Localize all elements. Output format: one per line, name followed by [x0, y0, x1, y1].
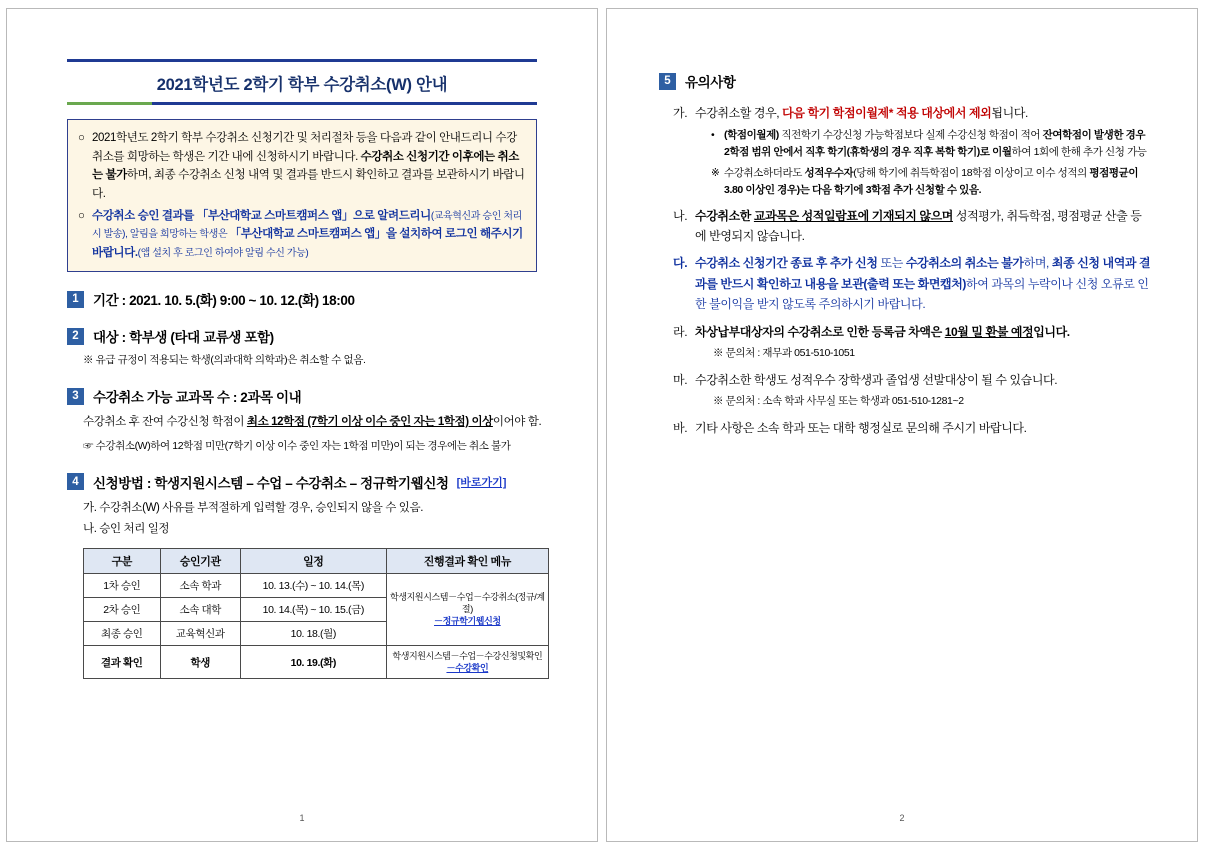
- item-a-text1: 수강취소할 경우,: [695, 106, 783, 120]
- list-item: [673, 418, 1151, 438]
- cell-menu-4: [386, 645, 548, 678]
- th-org: 승인기관: [160, 548, 240, 573]
- list-item: [673, 253, 1151, 314]
- intro-2d: 을 설치하여 로그인 해주시기 바랍니다.: [92, 228, 523, 259]
- th-division: 구분: [84, 548, 161, 573]
- section-5-title: 유의사항: [685, 75, 736, 90]
- sub2-e: 는 다음 학기에 3학점 추가 신청할 수 있음.: [799, 183, 982, 196]
- sub-reference-icon: ※: [711, 166, 720, 179]
- page-2-number: 2: [899, 813, 905, 823]
- item-b-text2: 교과목은 성적일람표에 기재되지 않으며: [753, 208, 953, 223]
- cell-division-2: 2차 승인: [84, 597, 161, 621]
- cell-org-1: 소속 학과: [160, 573, 240, 597]
- intro-item-1: [78, 129, 526, 204]
- intro-1a: 2021학년도 2학기 학부 수강취소 신청기간 및 처리절차 등을 다음과 같이 안내드리니 수강취소를 희망하는 학생은 기간 내에 신청하시기 바랍니다.: [92, 132, 517, 163]
- item-c-text5: 최종 신청 내역과 결과를 반드시 확인하고 내용을 보관(출력 또는 화면캡처): [695, 256, 1151, 291]
- section-1-number: 1: [67, 291, 84, 308]
- intro-item-2-text: [92, 207, 526, 263]
- sub1-d: 하여 1회에 한해 추가 신청 가능: [1011, 146, 1147, 159]
- item-body-f: 기타 사항은 소속 학과 또는 대학 행정실로 문의해 주시기 바랍니다.: [695, 421, 1027, 435]
- item-a-text2: 다음 학기 학점이월제* 적용 대상에서 제외: [782, 106, 992, 120]
- cell-schedule-3: 10. 18.(월): [240, 621, 386, 645]
- section-4-header: [67, 472, 551, 492]
- section-2-header: [67, 326, 551, 346]
- item-c-text6: 하여 과목의 누락이나 신청 오류로 인한 불이익을 받지 않도록 주의하시기 바랍니다.: [695, 276, 1149, 312]
- list-item: [673, 322, 1151, 363]
- section-2-title: 대상 : 학부생 (타대 교류생 포함): [93, 330, 274, 346]
- sub-item-2-text: [724, 165, 1151, 199]
- bullet-circle-icon-2: ○: [78, 209, 85, 222]
- cell-menu-4-text: 학생지원시스템－수업－수강신청및확인: [392, 650, 543, 661]
- sub2-b: 성적우수자: [804, 166, 854, 179]
- section-4-line-a: 가. 수강취소(W) 사유를 부적절하게 입력할 경우, 승인되지 않을 수 있음.: [83, 501, 423, 514]
- intro-item-1-text: [92, 129, 526, 204]
- cell-schedule-1: 10. 13.(수) ~ 10. 14.(목): [240, 573, 386, 597]
- item-c-text4: 하며,: [1023, 256, 1052, 271]
- section-1-header: [67, 289, 551, 309]
- section-2-number: 2: [67, 328, 84, 345]
- sub1-c: 잔여학점이 발생한 경우 2학점 범위 안에서 직후 학기(휴학생의 경우 직후 복학 학기)로 이월: [724, 129, 1146, 159]
- section-3-note: ☞ 수강취소(W)하여 12학점 미만(7학기 이상 이수 중인 자는 1학점 미만)이 되는 경우에는 취소 불가: [83, 440, 511, 453]
- section-2-note: ※ 유급 규정이 적용되는 학생(의과대학 의학과)은 취소할 수 없음.: [83, 354, 366, 367]
- table-row: [84, 573, 549, 597]
- item-body-d: [695, 322, 1151, 363]
- intro-2e: (앱 설치 후 로그인 하여야 알림 수신 가능): [137, 247, 309, 259]
- sub-item-1-text: [724, 127, 1151, 161]
- sub2-d: 평점평균이 3.80 이상인 경우): [724, 166, 1139, 196]
- notes-list: [673, 103, 1151, 438]
- item-e-inquiry: ※ 문의처 : 소속 학과 사무실 또는 학생과 051-510-1281~2: [713, 395, 964, 408]
- item-b-text1: 수강취소한: [695, 208, 754, 223]
- cell-org-2: 소속 대학: [160, 597, 240, 621]
- page-1-number: 1: [299, 813, 305, 823]
- section-3-body-b: 최소 12학점 (7학기 이상 이수 중인 자는 1학점) 이상: [246, 416, 493, 429]
- section-3-number: 3: [67, 388, 84, 405]
- bullet-circle-icon: ○: [78, 132, 85, 144]
- title-block: [67, 59, 537, 105]
- section-3-header: [67, 386, 551, 406]
- item-d-text1: 차상납부대상자의 수강취소로 인한 등록금 차액은: [695, 324, 945, 339]
- cell-schedule-2: 10. 14.(목) ~ 10. 15.(금): [240, 597, 386, 621]
- section-1-title: 기간 : 2021. 10. 5.(화) 9:00 ~ 10. 12.(화) 18:00: [93, 293, 355, 309]
- item-label-f: 바.: [673, 421, 688, 435]
- table-header-row: [84, 548, 549, 573]
- item-c-text2: 또는: [877, 256, 906, 271]
- cell-menu-1-text: 학생지원시스템－수업－수강취소(정규/계절): [390, 592, 545, 615]
- sub-bullet-icon: •: [711, 129, 715, 142]
- title-rule-bottom: [67, 102, 537, 105]
- th-schedule: 일정: [240, 548, 386, 573]
- table-row: [84, 645, 549, 678]
- page-2: [606, 8, 1198, 842]
- item-e-text1: 수강취소한 학생도 성적우수 장학생과 졸업생 선발대상이 될 수 있습니다.: [695, 372, 1058, 387]
- item-label-b: 나.: [673, 208, 688, 223]
- page-title: 2021학년도 2학기 학부 수강취소(W) 안내: [156, 76, 448, 94]
- cell-menu-1: [386, 573, 548, 645]
- list-item: [673, 206, 1151, 247]
- item-d-inquiry: ※ 문의처 : 재무과 051-510-1051: [713, 346, 855, 359]
- item-label-e: 마.: [673, 372, 688, 387]
- item-body-b: [695, 206, 1151, 247]
- section-5-header: [659, 71, 1151, 91]
- sub-item-1: [711, 127, 1151, 161]
- list-item: [673, 370, 1151, 411]
- sub1-b: 직전학기 수강신청 가능학점보다 실제 수강신청 학점이 적어: [781, 129, 1043, 142]
- cell-division-3: 최종 승인: [84, 621, 161, 645]
- cell-menu-1-link[interactable]: －정규학기웹신청: [434, 616, 501, 627]
- item-body-e: [695, 370, 1151, 411]
- intro-2c: 「부산대학교 스마트캠퍼스 앱」: [229, 228, 386, 241]
- list-item: [673, 103, 1151, 199]
- cell-org-4: 학생: [160, 645, 240, 678]
- intro-item-2: [78, 207, 526, 263]
- section-3-body-c: 이어야 함.: [492, 416, 542, 429]
- item-c-text1: 수강취소 신청기간 종료 후 추가 신청: [695, 256, 878, 271]
- item-label-c: 다.: [673, 256, 688, 271]
- sub-item-2: [711, 165, 1151, 199]
- item-body-a: [695, 103, 1151, 199]
- cell-division-4: 결과 확인: [84, 645, 161, 678]
- section-4-number: 4: [67, 473, 84, 490]
- item-body-c: [695, 253, 1151, 314]
- intro-1c: 하며, 최종 수강취소 신청 내역 및 결과를 반드시 확인하고 결과를 보관하시기 바랍니다.: [92, 169, 525, 200]
- section-3-body: [83, 413, 551, 432]
- intro-2b: (교육혁신과 승인 처리 시 발송), 알림을 희망하는 학생은: [92, 210, 522, 241]
- section-3-title: 수강취소 가능 교과목 수 : 2과목 이내: [93, 390, 302, 406]
- intro-2a: 수강취소 승인 결과를 「부산대학교 스마트캠퍼스 앱」으로 알려드리니: [92, 209, 431, 222]
- sub2-a: 수강취소하더라도: [724, 166, 805, 179]
- intro-1b: 수강취소 신청기간 이후에는 취소는 불가: [92, 150, 519, 182]
- sub1-a: (학점이월제): [724, 129, 782, 142]
- apply-link[interactable]: [바로가기]: [456, 476, 507, 489]
- cell-menu-4-link[interactable]: －수강확인: [446, 663, 489, 674]
- schedule-table: [83, 548, 549, 679]
- item-a-text3: 됩니다.: [991, 106, 1028, 120]
- cell-org-3: 교육혁신과: [160, 621, 240, 645]
- th-menu: 진행결과 확인 메뉴: [386, 548, 548, 573]
- item-c-text3: 수강취소의 취소는 불가: [905, 256, 1024, 271]
- sub2-c: (당해 학기에 취득학점이 18학점 이상이고 이수 성적의: [853, 166, 1090, 179]
- cell-schedule-4: 10. 19.(화): [240, 645, 386, 678]
- section-4-title: 신청방법 : 학생지원시스템 – 수업 – 수강취소 – 정규학기웹신청: [93, 475, 449, 491]
- section-4-line-b: 나. 승인 처리 일정: [83, 522, 170, 535]
- cell-division-1: 1차 승인: [84, 573, 161, 597]
- page-1: [6, 8, 598, 842]
- section-3-body-a: 수강취소 후 잔여 수강신청 학점이: [83, 416, 247, 429]
- item-label-a: 가.: [673, 106, 688, 120]
- intro-box: [67, 119, 537, 272]
- item-d-text3: 입니다.: [1033, 324, 1070, 339]
- item-label-d: 라.: [673, 324, 688, 339]
- section-5-number: 5: [659, 73, 676, 90]
- item-d-text2: 10월 밀 환불 예정: [944, 324, 1034, 339]
- item-b-text3: 성적평가, 취득학점, 평점평균 산출 등에 반영되지 않습니다.: [695, 208, 1142, 243]
